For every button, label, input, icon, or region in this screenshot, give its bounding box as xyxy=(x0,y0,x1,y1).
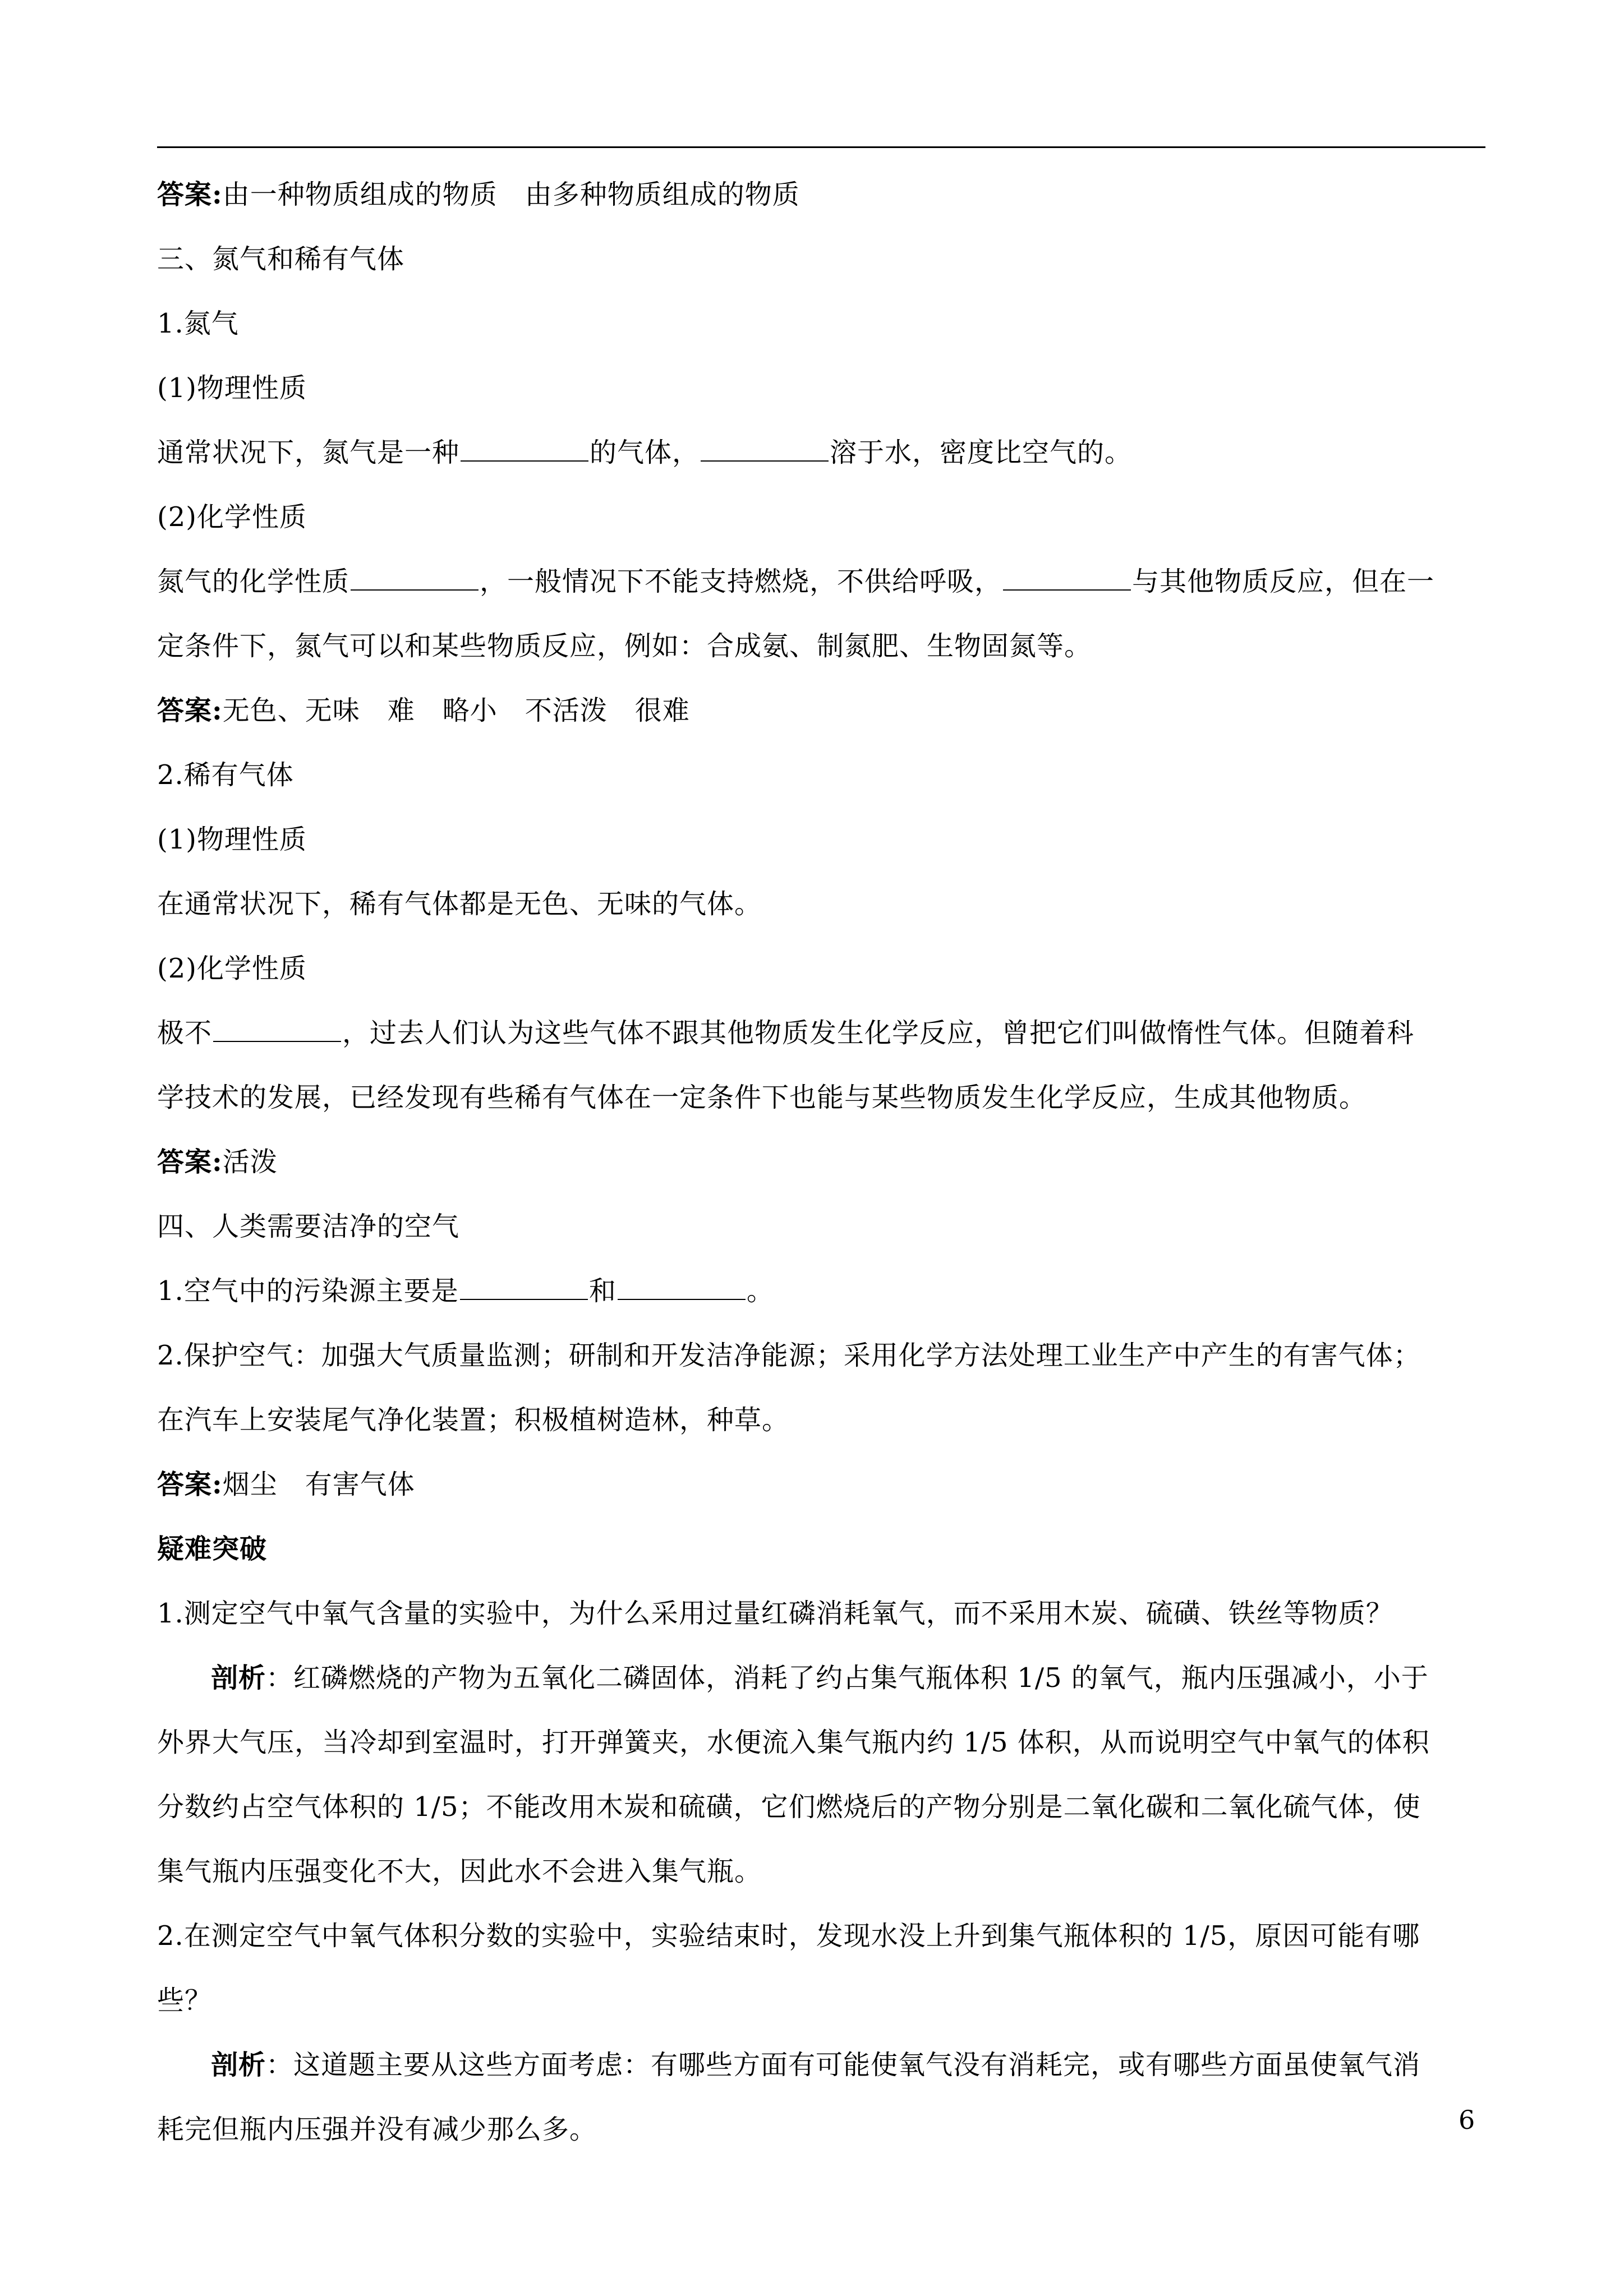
fill-blank-line: 极不 ，过去人们认为这些气体不跟其他物质发生化学反应，曾把它们叫做惰性气体。但随着科 xyxy=(157,1017,1415,1049)
answer-label: 答案: xyxy=(157,179,223,210)
paragraph-line: 集气瓶内压强变化不大，因此水不会进入集气瓶。 xyxy=(157,1856,762,1887)
blank xyxy=(461,437,588,462)
document-body xyxy=(157,163,1485,2162)
page-number: 6 xyxy=(1459,2105,1475,2135)
paragraph-line: 学技术的发展，已经发现有些稀有气体在一定条件下也能与某些物质发生化学反应，生成其他物质。 xyxy=(157,1082,1367,1113)
paragraph-line: 外界大气压，当冷却到室温时，打开弹簧夹，水便流入集气瓶内约 1/5 体积，从而说明空气中氧气的体积 xyxy=(157,1727,1430,1758)
blank xyxy=(618,1275,746,1300)
answer-line: 答案:无色、无味 难 略小 不活泼 很难 xyxy=(157,695,690,726)
analysis-line: 剖析：这道题主要从这些方面考虑：有哪些方面有可能使氧气没有消耗完，或有哪些方面虽使氧气消 xyxy=(211,2049,1421,2081)
subsection-heading: 2.稀有气体 xyxy=(157,759,294,791)
fill-blank-line: 1.空气中的污染源主要是 和 。 xyxy=(157,1275,774,1307)
blank xyxy=(1003,566,1131,591)
fill-blank-line: 氮气的化学性质 ，一般情况下不能支持燃烧，不供给呼吸， 与其他物质反应，但在一 xyxy=(157,566,1435,597)
sub-item-heading: (2)化学性质 xyxy=(157,953,307,984)
answer-line: 答案:活泼 xyxy=(157,1146,278,1178)
blank xyxy=(351,566,479,591)
section-heading-bold: 疑难突破 xyxy=(157,1533,268,1565)
section-heading: 三、氮气和稀有气体 xyxy=(157,243,405,275)
blank xyxy=(701,437,829,462)
blank xyxy=(460,1275,588,1300)
paragraph-line: 2.保护空气：加强大气质量监测；研制和开发洁净能源；采用化学方法处理工业生产中产生的有害气体； xyxy=(157,1340,1421,1371)
analysis-label: 剖析 xyxy=(211,2049,266,2081)
answer-line: 答案:由一种物质组成的物质 由多种物质组成的物质 xyxy=(157,179,800,210)
answer-label: 答案: xyxy=(157,695,223,726)
fill-blank-line: 通常状况下，氮气是一种 的气体， 溶于水，密度比空气的。 xyxy=(157,437,1133,468)
question-line: 1.测定空气中氧气含量的实验中，为什么采用过量红磷消耗氧气，而不采用木炭、硫磺、铁丝等物质？ xyxy=(157,1598,1393,1629)
sub-item-heading: (2)化学性质 xyxy=(157,501,307,533)
blank xyxy=(213,1017,341,1042)
paragraph-line: 定条件下，氮气可以和某些物质反应，例如：合成氨、制氮肥、生物固氮等。 xyxy=(157,630,1092,662)
subsection-heading: 1.氮气 xyxy=(157,308,239,339)
sub-item-heading: (1)物理性质 xyxy=(157,372,307,404)
answer-line: 答案:烟尘 有害气体 xyxy=(157,1469,415,1500)
analysis-label: 剖析 xyxy=(211,1662,266,1694)
answer-label: 答案: xyxy=(157,1146,223,1178)
sub-item-heading: (1)物理性质 xyxy=(157,824,307,855)
paragraph-line: 耗完但瓶内压强并没有减少那么多。 xyxy=(157,2114,597,2145)
answer-label: 答案: xyxy=(157,1469,223,1500)
section-heading: 四、人类需要洁净的空气 xyxy=(157,1211,460,1242)
analysis-line: 剖析：红磷燃烧的产物为五氧化二磷固体，消耗了约占集气瓶体积 1/5 的氧气，瓶内压强减小，小于 xyxy=(211,1662,1429,1694)
paragraph-line: 些？ xyxy=(157,1985,213,2016)
paragraph-line: 在通常状况下，稀有气体都是无色、无味的气体。 xyxy=(157,888,762,920)
paragraph-line: 在汽车上安装尾气净化装置；积极植树造林，种草。 xyxy=(157,1404,790,1436)
paragraph-line: 分数约占空气体积的 1/5；不能改用木炭和硫磺，它们燃烧后的产物分别是二氧化碳和二氧化硫气体，使 xyxy=(157,1791,1421,1823)
question-line: 2.在测定空气中氧气体积分数的实验中，实验结束时，发现水没上升到集气瓶体积的 1/5，原因可能有哪 xyxy=(157,1920,1420,1952)
header-rule xyxy=(157,146,1485,148)
